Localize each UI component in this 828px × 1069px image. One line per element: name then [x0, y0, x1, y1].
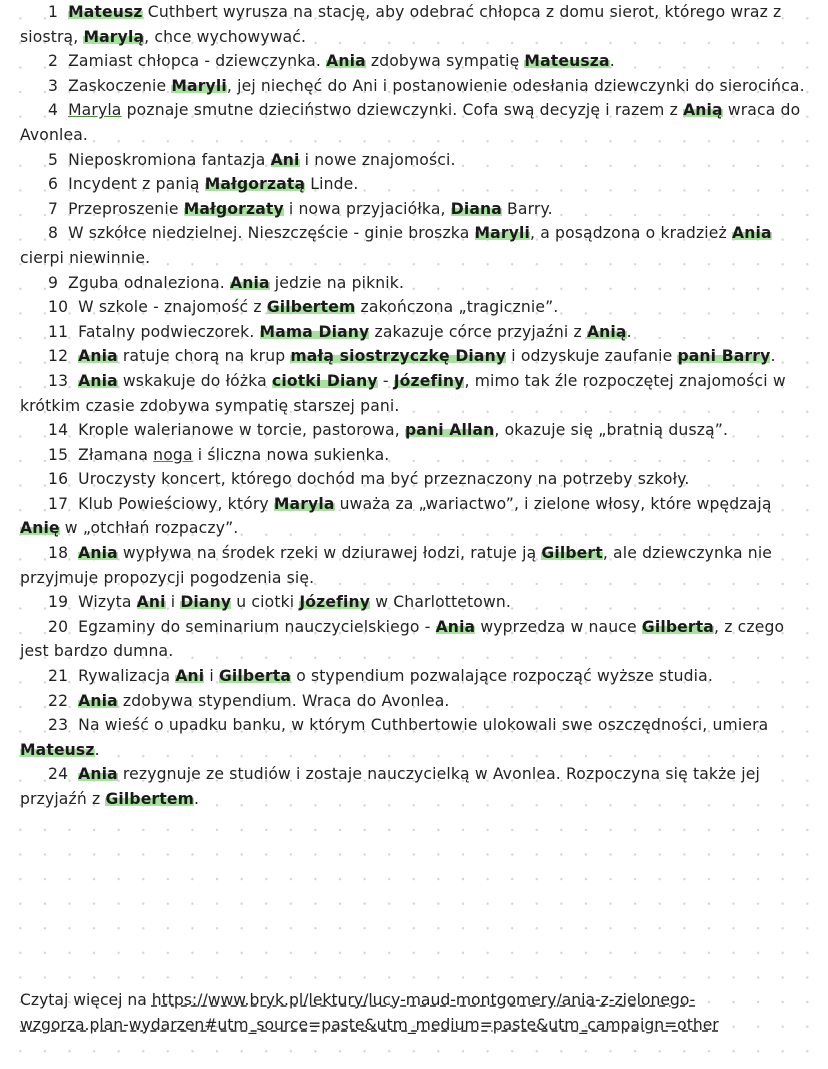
event-item — [20, 590, 810, 615]
event-number: 11 — [48, 322, 69, 341]
event-text: , jej niechęć do Ani i postanowienie odesłania dziewczynki do sierocińca. — [226, 76, 805, 95]
event-text: . — [626, 322, 632, 341]
event-item — [20, 664, 810, 689]
event-text: , mimo tak źle rozpoczętej znajomości w krótkim czasie zdobywa sympatię starszej pani. — [20, 371, 786, 415]
event-plan-list — [20, 0, 810, 812]
source-link[interactable]: https://www.bryk.pl/lektury/lucy-maud-montgomery/ania-z-zielonego-wzgorza.plan-wydarzen#utm_source=paste&utm_medium=paste&utm_campaign=other — [20, 991, 719, 1034]
event-text: poznaje smutne dzieciństwo dziewczynki. Cofa swą decyzję i razem z — [121, 101, 684, 120]
highlighted-name: Ania — [326, 52, 366, 71]
event-text: , a posądzona o kradzież — [530, 224, 732, 243]
event-text: , okazuje się „bratnią duszą”. — [494, 421, 729, 440]
highlighted-name: Anią — [683, 101, 723, 120]
event-text: . — [194, 790, 200, 808]
event-text: Przeproszenie — [68, 199, 184, 218]
event-text: Rywalizacja — [78, 667, 176, 686]
highlighted-name: Maryli — [171, 76, 227, 95]
event-item — [20, 172, 810, 197]
highlighted-name: Gilbert — [541, 544, 603, 563]
highlighted-name: Ania — [78, 347, 118, 366]
highlighted-name: Ania — [78, 691, 118, 710]
highlighted-name: pani Barry — [677, 347, 771, 366]
event-item — [20, 271, 810, 296]
event-text: W szkole - znajomość z — [78, 298, 267, 317]
event-number: 6 — [48, 175, 59, 194]
event-text: Złamana — [78, 445, 154, 464]
event-number: 13 — [48, 371, 69, 390]
event-text: zakazuje córce przyjaźni z — [369, 322, 587, 341]
highlighted-name: Józefiny — [393, 371, 465, 390]
highlighted-name: Ania — [78, 371, 118, 390]
event-text: Zguba odnaleziona. — [68, 273, 231, 292]
event-number: 19 — [48, 593, 69, 612]
underlined-word: Maryla — [68, 101, 122, 120]
event-number: 16 — [48, 470, 69, 489]
event-text: i nowe znajomości. — [299, 150, 456, 169]
event-text: , chce wychowywać. — [144, 27, 307, 46]
event-text: ratuje chorą na krup — [117, 347, 291, 366]
event-number: 7 — [48, 199, 59, 218]
highlighted-name: Gilbertem — [105, 790, 194, 808]
highlighted-name: pani Allan — [404, 421, 495, 440]
event-item — [20, 713, 810, 762]
highlighted-name: Ani — [270, 150, 300, 169]
event-item — [20, 467, 810, 492]
underlined-word: noga — [153, 445, 193, 464]
highlighted-name: małą siostrzyczkę Diany — [290, 347, 507, 366]
event-number: 18 — [48, 544, 69, 563]
event-item — [20, 0, 810, 49]
event-text: Linde. — [305, 175, 359, 194]
event-number: 12 — [48, 347, 69, 366]
event-text: jedzie na piknik. — [269, 273, 405, 292]
event-text: i — [165, 593, 181, 612]
event-text: Nieposkromiona fantazja — [68, 150, 271, 169]
highlighted-name: Ania — [230, 273, 270, 292]
event-number: 15 — [48, 445, 69, 464]
event-text: zdobywa sympatię — [365, 52, 525, 71]
event-number: 24 — [48, 765, 69, 784]
event-text: Klub Powieściowy, który — [78, 494, 274, 513]
event-number: 8 — [48, 224, 59, 243]
event-text: Barry. — [501, 199, 553, 218]
highlighted-name: Maryli — [474, 224, 531, 243]
event-text: Zamiast chłopca - dziewczynka. — [68, 52, 327, 71]
event-text: Na wieść o upadku banku, w którym Cuthbertowie ulokowali swe oszczędności, umiera — [78, 716, 769, 735]
source-prefix: Czytaj więcej na — [20, 991, 152, 1009]
event-text: . — [94, 740, 100, 759]
event-text: rezygnuje ze studiów i zostaje nauczycielką w Avonlea. Rozpoczyna się także jej przyjaźń z — [20, 765, 760, 808]
event-item — [20, 615, 810, 664]
event-text: wraca do Avonlea. — [20, 101, 801, 144]
event-text: Incydent z panią — [68, 175, 205, 194]
event-number: 5 — [48, 150, 59, 169]
event-text: o stypendium pozwalające rozpocząć wyższe studia. — [291, 667, 713, 686]
event-item — [20, 541, 810, 590]
event-item — [20, 74, 810, 99]
event-number: 10 — [48, 298, 69, 317]
highlighted-name: Diana — [450, 199, 502, 218]
event-item — [20, 762, 810, 811]
event-item — [20, 320, 810, 345]
event-text: zdobywa stypendium. Wraca do Avonlea. — [117, 691, 450, 710]
event-text: cierpi niewinnie. — [20, 248, 151, 267]
highlighted-name: Mateusz — [68, 3, 143, 21]
event-text: i — [204, 667, 219, 686]
highlighted-name: Anię — [20, 519, 60, 538]
event-number: 1 — [48, 3, 59, 21]
highlighted-name: Mateusza — [524, 52, 610, 71]
event-item — [20, 49, 810, 74]
event-item — [20, 197, 810, 222]
event-text: - — [377, 371, 394, 390]
highlighted-name: Ani — [175, 667, 205, 686]
event-text: Krople walerianowe w torcie, pastorowa, — [78, 421, 405, 440]
event-text: w Charlottetown. — [370, 593, 512, 612]
event-text: i nowa przyjaciółka, — [283, 199, 451, 218]
highlighted-name: Mateusz — [20, 740, 95, 759]
event-text: Fatalny podwieczorek. — [78, 322, 260, 341]
highlighted-name: Mama Diany — [259, 322, 370, 341]
highlighted-name: ciotki Diany — [271, 371, 378, 390]
event-item — [20, 689, 810, 714]
event-text: Cuthbert wyrusza na stację, aby odebrać chłopca z domu sierot, którego wraz z siostrą, — [20, 3, 782, 46]
event-item — [20, 492, 810, 541]
event-number: 14 — [48, 421, 69, 440]
event-number: 17 — [48, 494, 69, 513]
event-text: , ale dziewczynka nie przyjmuje propozycji pogodzenia się. — [20, 544, 773, 587]
event-number: 4 — [48, 101, 59, 120]
event-number: 20 — [48, 617, 69, 636]
event-number: 9 — [48, 273, 59, 292]
highlighted-name: Gilbertem — [266, 298, 356, 317]
event-item — [20, 148, 810, 173]
event-item — [20, 221, 810, 270]
event-text: wypływa na środek rzeki w dziurawej łodzi, ratuje ją — [117, 544, 542, 563]
event-number: 21 — [48, 667, 69, 686]
event-text: Wizyta — [78, 593, 137, 612]
event-number: 2 — [48, 52, 59, 71]
event-text: w „otchłań rozpaczy”. — [59, 519, 239, 538]
event-number: 23 — [48, 716, 69, 735]
highlighted-name: Małgorzatą — [204, 175, 306, 194]
event-text: W szkółce niedzielnej. Nieszczęście - ginie broszka — [68, 224, 475, 243]
note-page — [20, 0, 810, 1034]
event-item — [20, 295, 810, 320]
highlighted-name: Diany — [180, 593, 232, 612]
event-item — [20, 98, 810, 147]
event-text: wskakuje do łóżka — [117, 371, 272, 390]
source-note — [20, 988, 780, 1037]
event-text: uważa za „wariactwo”, i zielone włosy, które wpędzają — [334, 494, 772, 513]
event-text: Egzaminy do seminarium nauczycielskiego - — [78, 617, 436, 636]
highlighted-name: Maryla — [273, 494, 335, 513]
highlighted-name: Ani — [136, 593, 166, 612]
event-text: zakończona „tragicznie”. — [355, 298, 559, 317]
event-number: 3 — [48, 76, 59, 95]
highlighted-name: Ania — [78, 765, 118, 784]
event-text: . — [609, 52, 615, 71]
event-text: i odzyskuje zaufanie — [506, 347, 678, 366]
highlighted-name: Ania — [435, 617, 476, 636]
event-text: wyprzedza w nauce — [475, 617, 642, 636]
event-item — [20, 418, 810, 443]
event-item — [20, 369, 810, 418]
highlighted-name: Marylą — [83, 27, 145, 46]
event-number: 22 — [48, 691, 69, 710]
highlighted-name: Ania — [731, 224, 772, 243]
event-text: u ciotki — [231, 593, 300, 612]
event-text: Uroczysty koncert, którego dochód ma być przeznaczony na potrzeby szkoły. — [78, 470, 690, 489]
event-text: Zaskoczenie — [68, 76, 172, 95]
event-text: i śliczna nowa sukienka. — [192, 445, 390, 464]
highlighted-name: Małgorzaty — [183, 199, 284, 218]
event-text: , z czego jest bardzo dumna. — [20, 617, 785, 661]
highlighted-name: Ania — [78, 544, 118, 563]
highlighted-name: Gilberta — [218, 667, 292, 686]
event-text: . — [770, 347, 776, 366]
event-item — [20, 344, 810, 369]
highlighted-name: Józefiny — [299, 593, 371, 612]
event-item — [20, 443, 810, 468]
highlighted-name: Gilberta — [641, 617, 714, 636]
highlighted-name: Anią — [586, 322, 627, 341]
